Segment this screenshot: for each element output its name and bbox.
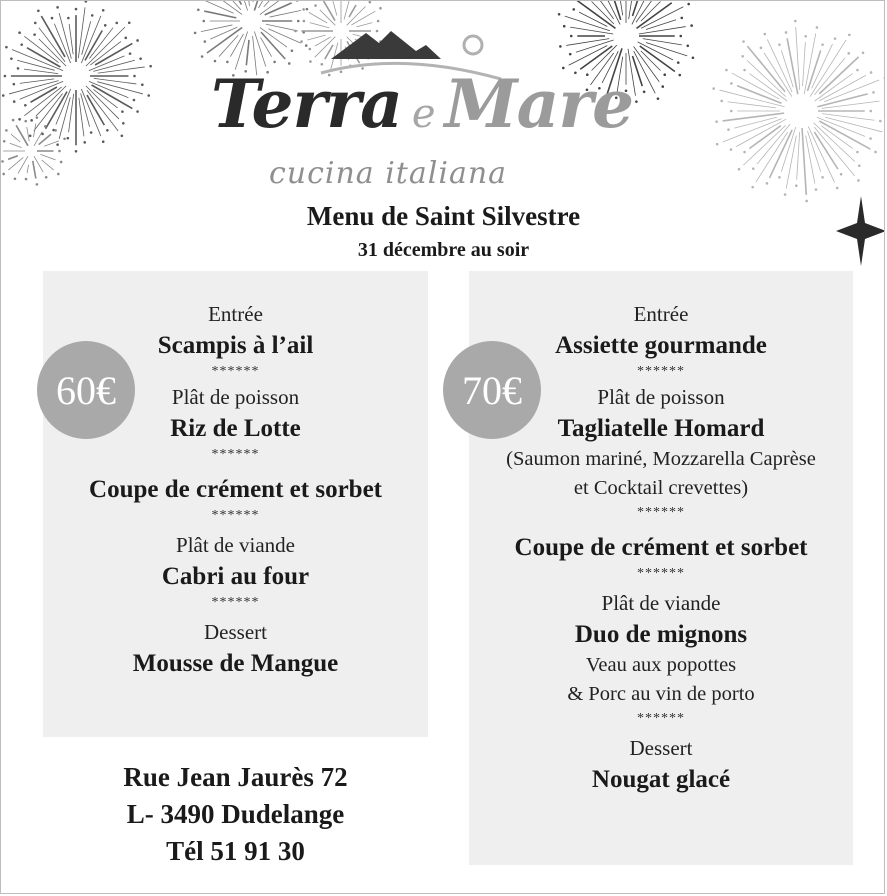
firework-ray	[78, 7, 85, 58]
course-label: Dessert	[629, 736, 693, 760]
firework-ray	[8, 156, 18, 160]
firework-dot	[743, 151, 746, 154]
firework-dot	[4, 75, 7, 78]
firework-ray	[632, 1, 645, 16]
firework-dot	[795, 184, 798, 187]
separator: ******	[637, 505, 685, 520]
firework-dot	[857, 179, 860, 182]
price-badge-60: 60€	[37, 341, 135, 439]
address-city: L- 3490 Dudelange	[126, 799, 345, 829]
firework-dot	[25, 178, 28, 181]
firework-dot	[836, 187, 839, 190]
firework-ray	[817, 94, 867, 107]
firework-dot	[847, 52, 850, 55]
firework-dot	[136, 39, 139, 42]
dish-detail: et Cocktail crevettes)	[573, 477, 749, 499]
firework-dot	[687, 3, 690, 6]
firework-dot	[3, 140, 6, 143]
separator: ******	[637, 364, 685, 379]
firework-dot	[34, 22, 37, 25]
dish-name: Tagliatelle Homard	[557, 415, 765, 442]
firework-dot	[738, 168, 741, 171]
firework-dot	[106, 129, 109, 132]
firework-dot	[730, 82, 733, 85]
dish-name: Nougat glacé	[591, 766, 731, 793]
firework-dot	[821, 43, 824, 46]
dish-name: Mousse de Mangue	[132, 650, 339, 677]
firework-dot	[692, 56, 695, 59]
firework-dot	[33, 33, 36, 36]
firework-dot	[102, 140, 105, 143]
firework-dot	[884, 77, 885, 80]
course-label: Plât de poisson	[171, 385, 300, 409]
firework-dot	[56, 6, 59, 9]
separator: ******	[211, 508, 260, 523]
firework-dot	[306, 8, 309, 11]
separator: ******	[637, 711, 685, 726]
firework-dot	[5, 46, 8, 49]
firework-ray	[802, 128, 806, 195]
firework-dot	[821, 176, 824, 179]
firework-dot	[128, 21, 131, 24]
firework-ray	[217, 1, 241, 10]
separator: ******	[211, 447, 260, 462]
firework-dot	[751, 186, 754, 189]
firework-dot	[83, 141, 86, 144]
firework-dot	[778, 43, 781, 46]
firework-dot	[815, 188, 818, 191]
firework-dot	[12, 119, 15, 122]
firework-ray	[807, 131, 820, 172]
dish-name: Cabri au four	[161, 563, 310, 590]
firework-dot	[133, 75, 136, 78]
firework-dot	[856, 69, 859, 72]
firework-dot	[10, 57, 13, 60]
firework-dot	[17, 67, 20, 70]
firework-dot	[766, 182, 769, 185]
firework-dot	[369, 1, 372, 3]
firework-dot	[24, 104, 27, 107]
firework-dot	[45, 176, 48, 179]
firework-dot	[558, 13, 561, 16]
firework-dot	[54, 129, 57, 132]
dish-name: Duo de mignons	[574, 621, 748, 648]
sun-icon	[464, 36, 482, 54]
firework-dot	[136, 110, 139, 113]
firework-ray	[236, 1, 247, 11]
address-phone: Tél 51 91 30	[166, 836, 305, 866]
firework-dot	[870, 71, 873, 74]
firework-ray	[808, 126, 834, 182]
firework-dot	[840, 173, 843, 176]
firework-dot	[147, 94, 150, 97]
firework-ray	[253, 1, 256, 2]
firework-ray	[764, 53, 792, 97]
dish-name: Coupe de crément et sorbet	[89, 476, 382, 503]
firework-dot	[139, 57, 142, 60]
firework-ray	[42, 160, 54, 170]
firework-ray	[264, 1, 283, 7]
firework-ray	[34, 156, 43, 172]
firework-dot	[572, 8, 575, 11]
course-label: Entrée	[208, 302, 263, 326]
brand-name-connector: e	[411, 91, 435, 137]
separator: ******	[211, 364, 260, 379]
firework-ray	[786, 136, 796, 189]
firework-dot	[18, 31, 21, 34]
firework-ray	[806, 136, 815, 184]
firework-ray	[593, 1, 614, 19]
firework-dot	[18, 118, 21, 121]
firework-dot	[752, 167, 755, 170]
firework-dot	[858, 164, 861, 167]
firework-dot	[763, 33, 766, 36]
firework-ray	[723, 119, 782, 142]
firework-dot	[56, 143, 59, 146]
firework-dot	[302, 8, 305, 11]
firework-dot	[856, 151, 859, 154]
firework-dot	[5, 129, 8, 132]
firework-dot	[30, 119, 33, 122]
brand-name-part2: Mare	[444, 65, 634, 143]
restaurant-address	[43, 759, 428, 870]
firework-ray	[33, 161, 36, 179]
dish-detail: & Porc au vin de porto	[567, 683, 755, 705]
firework-ray	[797, 132, 800, 180]
dish-detail: Veau aux popottes	[585, 654, 737, 676]
firework-ray	[11, 134, 20, 142]
dish-detail: (Saumon mariné, Mozzarella Caprèse	[506, 448, 816, 470]
mountain-icon	[331, 31, 441, 59]
course-label: Plât de viande	[601, 591, 721, 615]
firework-ray	[86, 27, 125, 66]
course-label: Dessert	[204, 620, 267, 644]
firework-ray	[610, 1, 621, 20]
firework-dot	[2, 173, 5, 176]
firework-dot	[730, 110, 733, 113]
firework-dot	[197, 9, 200, 12]
firework-dot	[141, 83, 144, 86]
firework-dot	[794, 20, 797, 23]
firework-dot	[36, 116, 39, 119]
firework-dot	[869, 110, 872, 113]
firework-dot	[115, 22, 118, 25]
firework-ray	[719, 90, 784, 107]
firework-ray	[349, 5, 356, 17]
firework-dot	[13, 100, 16, 103]
firework-ray	[807, 50, 820, 91]
firework-ray	[94, 78, 137, 84]
menu-date: 31 décembre au soir	[357, 239, 530, 261]
firework-ray	[9, 81, 59, 94]
separator: ******	[211, 595, 260, 610]
firework-ray	[82, 21, 91, 55]
firework-dot	[760, 47, 763, 50]
firework-dot	[51, 17, 54, 20]
brand-name-part1: Terra	[211, 65, 402, 143]
firework-dot	[75, 150, 78, 153]
firework-ray	[796, 27, 800, 90]
firework-dot	[879, 120, 882, 123]
course-label: Plât de poisson	[597, 385, 725, 409]
firework-ray	[324, 1, 335, 21]
dish-name: Coupe de crément et sorbet	[514, 534, 808, 561]
firework-ray	[803, 42, 806, 86]
dish-name: Scampis à l’ail	[157, 332, 314, 359]
firework-ray	[40, 154, 55, 160]
price-badge-70: 70€	[443, 341, 541, 439]
firework-ray	[59, 13, 71, 58]
firework-dot	[121, 134, 124, 137]
firework-dot	[122, 122, 125, 125]
firework-dot	[785, 31, 788, 34]
firework-ray	[822, 101, 880, 108]
course-label: Plât de viande	[176, 533, 295, 557]
brand-tagline: cucina italiana	[268, 156, 508, 191]
firework-dot	[149, 65, 152, 68]
firework-dot	[379, 7, 382, 10]
firework-ray	[723, 113, 785, 121]
firework-dot	[75, 8, 78, 11]
firework-dot	[14, 177, 17, 180]
firework-dot	[90, 131, 93, 134]
firework-ray	[39, 134, 51, 144]
brand-logo-text	[211, 65, 634, 143]
firework-ray	[822, 114, 875, 121]
firework-dot	[37, 9, 40, 12]
firework-ray	[736, 119, 786, 146]
firework-ray	[18, 156, 28, 173]
firework-dot	[848, 34, 851, 37]
firework-dot	[57, 173, 60, 176]
firework-ray	[20, 79, 54, 84]
firework-dot	[194, 32, 197, 35]
course-label: Entrée	[633, 302, 689, 326]
firework-dot	[725, 69, 728, 72]
firework-dot	[2, 94, 5, 97]
dish-name: Assiette gourmande	[555, 332, 767, 359]
firework-dot	[743, 69, 746, 72]
firework-dot	[67, 17, 70, 20]
firework-dot	[58, 150, 61, 153]
firework-dot	[85, 1, 88, 3]
firework-dot	[742, 40, 745, 43]
firework-dot	[91, 14, 94, 17]
firework-dot	[1, 160, 4, 163]
firework-dot	[720, 100, 723, 103]
firework-dot	[20, 43, 23, 46]
menu-panel-60	[43, 271, 428, 737]
firework-dot	[102, 9, 105, 12]
firework-ray	[27, 165, 28, 173]
firework-dot	[60, 161, 63, 164]
address-street: Rue Jean Jaurès 72	[123, 762, 348, 792]
firework-dot	[314, 4, 317, 7]
separator: ******	[637, 566, 685, 581]
firework-dot	[741, 55, 744, 58]
firework-dot	[816, 26, 819, 29]
menu-title: Menu de Saint Silvestre	[306, 201, 581, 231]
firework-dot	[680, 17, 683, 20]
firework-dot	[730, 148, 733, 151]
firework-dot	[716, 143, 719, 146]
firework-dot	[24, 120, 27, 123]
firework-dot	[727, 128, 730, 131]
firework-dot	[834, 37, 837, 40]
firework-dot	[63, 137, 66, 140]
firework-dot	[129, 52, 132, 55]
firework-dot	[872, 91, 875, 94]
firework-ray	[10, 143, 22, 147]
firework-ray	[819, 57, 858, 94]
firework-dot	[13, 83, 16, 86]
firework-ray	[27, 127, 29, 141]
firework-dot	[104, 24, 107, 27]
firework-dot	[804, 35, 807, 38]
firework-ray	[34, 132, 42, 146]
firework-dot	[778, 176, 781, 179]
firework-ray	[215, 1, 242, 15]
firework-dot	[784, 193, 787, 196]
firework-dot	[36, 183, 39, 186]
firework-ray	[16, 125, 28, 146]
dish-name: Riz de Lotte	[170, 415, 301, 442]
firework-dot	[874, 151, 877, 154]
firework-dot	[869, 137, 872, 140]
firework-dot	[29, 134, 32, 137]
firework-dot	[712, 87, 715, 90]
firework-ray	[69, 24, 73, 54]
firework-dot	[296, 1, 299, 2]
firework-dot	[715, 120, 718, 123]
firework-dot	[124, 37, 127, 40]
firework-dot	[44, 125, 47, 128]
firework-dot	[862, 51, 865, 54]
firework-dot	[121, 110, 124, 113]
firework-dot	[884, 99, 885, 102]
firework-dot	[133, 99, 136, 102]
firework-dot	[67, 137, 70, 140]
